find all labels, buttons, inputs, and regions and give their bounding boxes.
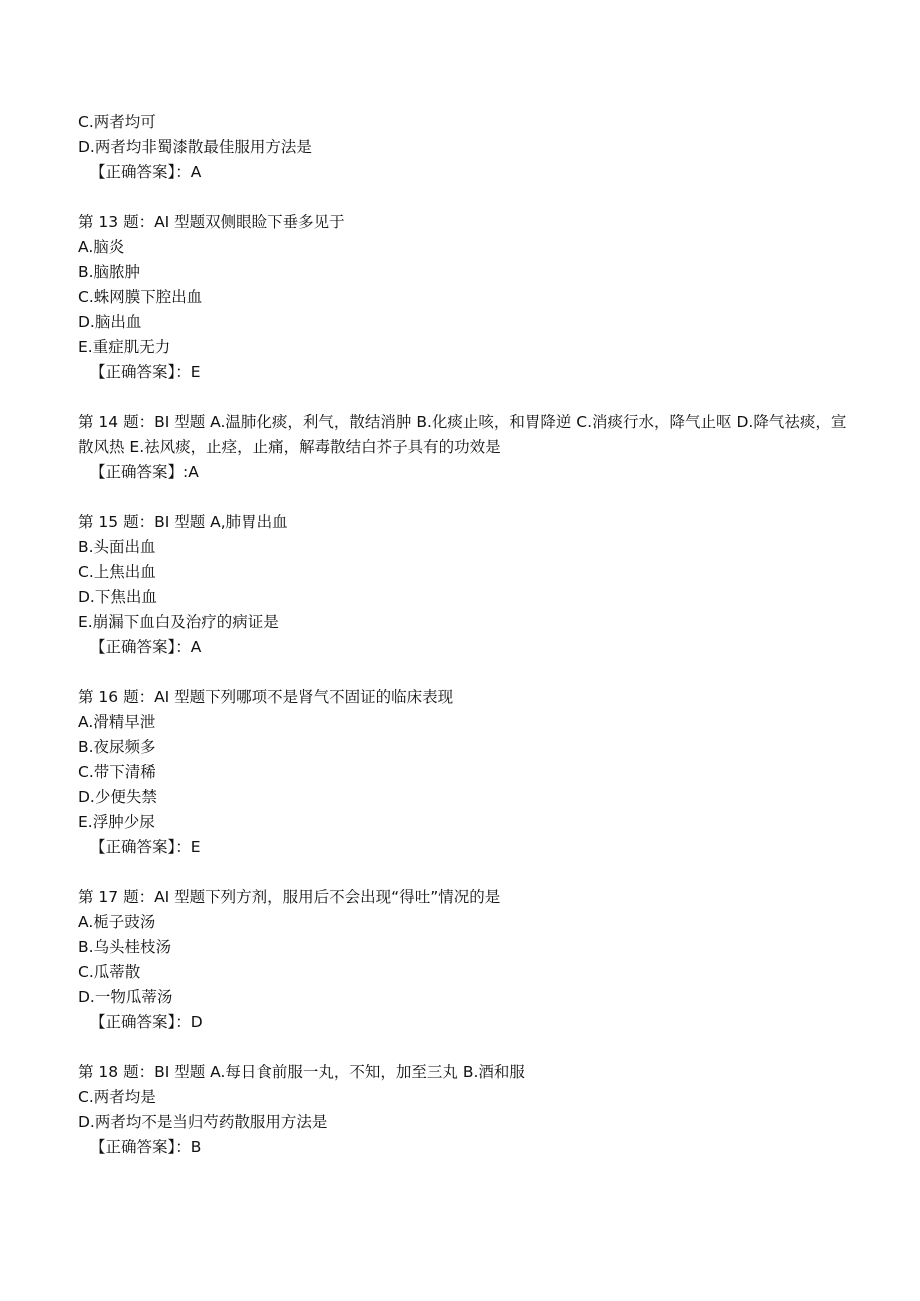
- option-line: C.瓜蒂散: [78, 963, 141, 981]
- spacer: [78, 860, 858, 885]
- question-18: [78, 1060, 858, 1160]
- option-line: D.两者均不是当归芍药散服用方法是: [78, 1113, 328, 1131]
- question-15: [78, 510, 858, 660]
- question-stem: 第 16 题：AI 型题下列哪项不是肾气不固证的临床表现: [78, 688, 454, 706]
- question-13: [78, 210, 858, 385]
- answer-line: 【正确答案】：A: [90, 638, 202, 656]
- spacer: [78, 660, 858, 685]
- answer-line: 【正确答案】：D: [90, 1013, 203, 1031]
- answer-line: 【正确答案】：E: [90, 838, 201, 856]
- spacer: [78, 1035, 858, 1060]
- option-line: C.蛛网膜下腔出血: [78, 288, 203, 306]
- option-line: B.夜尿频多: [78, 738, 156, 756]
- question-stem: 第 15 题：BI 型题 A,肺胃出血: [78, 513, 288, 531]
- option-line: D.两者均非蜀漆散最佳服用方法是: [78, 138, 312, 156]
- spacer: [78, 185, 858, 210]
- option-line: D.脑出血: [78, 313, 142, 331]
- answer-line: 【正确答案】：E: [90, 363, 201, 381]
- spacer: [78, 485, 858, 510]
- question-stem: 第 17 题：AI 型题下列方剂，服用后不会出现“得吐”情况的是: [78, 888, 501, 906]
- answer-line: 【正确答案】：A: [90, 163, 202, 181]
- option-line: D.下焦出血: [78, 588, 157, 606]
- document-page: [78, 110, 858, 1160]
- option-line: E.重症肌无力: [78, 338, 171, 356]
- option-line: B.乌头桂枝汤: [78, 938, 172, 956]
- option-line: C.两者均可: [78, 113, 156, 131]
- option-line: E.崩漏下血白及治疗的病证是: [78, 613, 279, 631]
- spacer: [78, 385, 858, 410]
- question-stem: 第 14 题：BI 型题 A.温肺化痰，利气，散结消肿 B.化痰止咳，和胃降逆 C.消痰行水，降气止呕 D.降气祛痰，宣散风热 E.祛风痰，止痉，止痛，解毒散结白芥子具有的功效是: [78, 413, 847, 456]
- answer-line: 【正确答案】:A: [90, 463, 199, 481]
- question-17: [78, 885, 858, 1035]
- option-line: D.一物瓜蒂汤: [78, 988, 173, 1006]
- option-line: C.两者均是: [78, 1088, 156, 1106]
- option-line: A.栀子豉汤: [78, 913, 156, 931]
- option-line: A.脑炎: [78, 238, 125, 256]
- answer-line: 【正确答案】：B: [90, 1138, 202, 1156]
- option-line: B.头面出血: [78, 538, 156, 556]
- option-line: D.少便失禁: [78, 788, 157, 806]
- option-line: C.带下清稀: [78, 763, 156, 781]
- option-line: B.脑脓肿: [78, 263, 141, 281]
- option-line: A.滑精早泄: [78, 713, 156, 731]
- option-line: C.上焦出血: [78, 563, 156, 581]
- question-14: [78, 410, 858, 485]
- carryover-block: [78, 110, 858, 185]
- question-stem: 第 13 题：AI 型题双侧眼睑下垂多见于: [78, 213, 345, 231]
- option-line: E.浮肿少尿: [78, 813, 155, 831]
- question-16: [78, 685, 858, 860]
- question-stem: 第 18 题：BI 型题 A.每日食前服一丸，不知，加至三丸 B.酒和服: [78, 1063, 525, 1081]
